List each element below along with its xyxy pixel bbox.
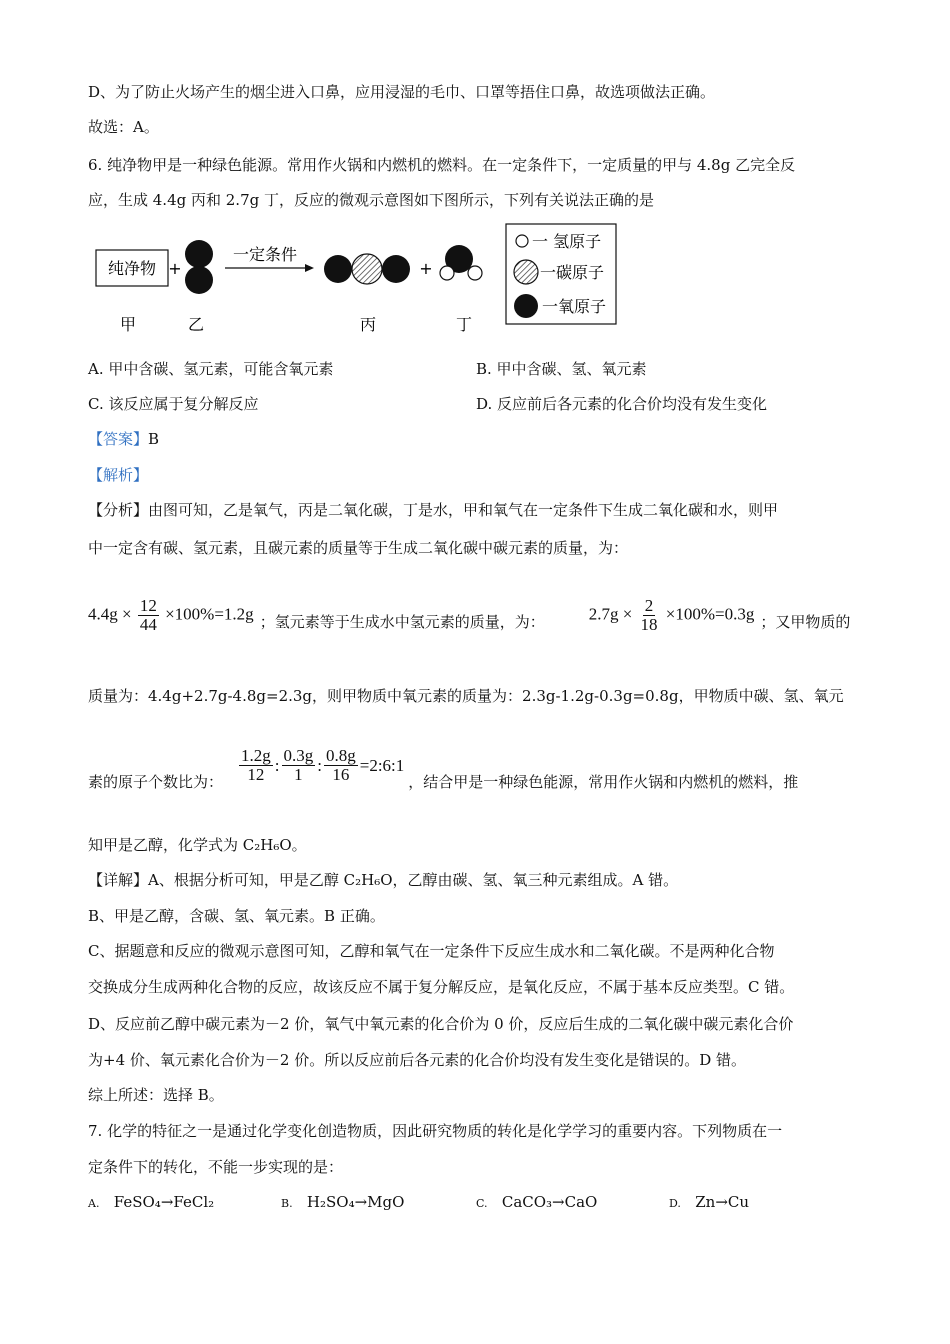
denominator: 44 — [139, 615, 157, 634]
option-6d: D. 反应前后各元素的化合价均没有发生变化 — [476, 395, 768, 413]
detail-summary: 综上所述：选择 B。 — [88, 1086, 224, 1104]
numerator: 12 — [139, 596, 157, 615]
analysis-text: 中一定含有碳、氢元素，且碳元素的质量等于生成二氧化碳中碳元素的质量，为： — [88, 539, 629, 557]
option-6b: B. 甲中含碳、氢、氧元素 — [476, 360, 647, 378]
option-6c: C. 该反应属于复分解反应 — [88, 395, 259, 413]
option-formula: H₂SO₄→MgO — [306, 1193, 405, 1211]
legend-carbon: 一碳原子 — [540, 263, 605, 282]
analysis-text: 由图可知，乙是氧气，丙是二氧化碳，丁是水，甲和氧气在一定条件下生成二氧化碳和水，则甲 — [148, 501, 779, 519]
label-jia: 甲 — [119, 315, 137, 334]
option-letter: A. — [88, 1197, 100, 1210]
detail-text: B、甲是乙醇，含碳、氢、氧元素。B 正确。 — [88, 907, 385, 925]
detail-text: 交换成分生成两种化合物的反应，故该反应不属于复分解反应，是氧化反应，不属于基本反应类型。C 错。 — [88, 978, 795, 996]
detail-text: D、反应前乙醇中碳元素为－2 价，氧气中氧元素的化合价为 0 价，反应后生成的二氧化碳中碳元素化合价 — [88, 1015, 794, 1033]
oxygen-atom — [185, 240, 213, 268]
ratio-separator: : — [274, 755, 280, 775]
text-line: D、为了防止火场产生的烟尘进入口鼻，应用浸湿的毛巾、口罩等捂住口鼻，故选项做法正确。 — [88, 83, 716, 101]
numerator: 0.8g — [325, 746, 356, 765]
plus-sign: + — [168, 259, 182, 278]
question-7-stem-cont: 定条件下的转化，不能一步实现的是： — [88, 1158, 344, 1176]
atom-ratio-line — [88, 746, 799, 791]
option-formula: Zn→Cu — [695, 1193, 750, 1211]
label-ding: 丁 — [455, 315, 473, 334]
detail-text: A、根据分析可知，甲是乙醇 C₂H₆O，乙醇由碳、氢、氧三种元素组成。A 错。 — [148, 871, 679, 889]
option-letter: D. — [669, 1197, 681, 1210]
carbon-atom — [352, 254, 382, 284]
fraction — [282, 747, 316, 784]
analysis-text: 质量为：4.4g+2.7g-4.8g=2.3g，则甲物质中氧元素的质量为：2.3g-1.2g-0.3g=0.8g，甲物质中碳、氢、氧元 — [88, 687, 844, 705]
oxygen-atom — [185, 266, 213, 294]
formula-part: ×100%=1.2g — [165, 604, 254, 624]
denominator: 12 — [247, 765, 265, 784]
analysis-text: ，结合甲是一种绿色能源，常用作火锅和内燃机的燃料，推 — [408, 772, 799, 791]
ratio-result: =2:6:1 — [359, 755, 405, 775]
label-yi: 乙 — [187, 315, 205, 334]
fraction — [639, 597, 660, 634]
denominator: 16 — [332, 765, 350, 784]
label-bing: 丙 — [359, 315, 377, 334]
formula-part: ×100%=0.3g — [665, 604, 755, 624]
hydrogen-atom — [516, 235, 528, 247]
hydrogen-atom — [468, 266, 482, 280]
fraction — [138, 597, 159, 634]
denominator: 18 — [640, 615, 658, 634]
formula-part: 4.4g × — [88, 604, 132, 624]
formula-carbon — [88, 597, 254, 634]
detail-text: 为+4 价、氧元素化合价为－2 价。所以反应前后各元素的化合价均没有发生变化是错误的。D 错。 — [88, 1051, 746, 1069]
arrow-head — [305, 264, 314, 272]
analysis-text: ；又甲物质的 — [760, 612, 851, 631]
analysis-subtag: 【分析】 — [88, 501, 149, 519]
option-7a — [88, 1192, 214, 1214]
detail-paragraph — [88, 870, 678, 890]
formula-part: 2.7g × — [588, 604, 633, 624]
oxygen-atom — [324, 255, 352, 283]
denominator: 1 — [294, 765, 303, 784]
option-7b — [281, 1192, 404, 1214]
option-7c — [476, 1192, 597, 1214]
text-line: 故选：A。 — [88, 118, 159, 136]
fraction — [324, 747, 358, 784]
question-6-stem-cont: 应，生成 4.4g 丙和 2.7g 丁，反应的微观示意图如下图所示，下列有关说法正确的是 — [88, 191, 654, 209]
option-letter: B. — [281, 1197, 293, 1210]
oxygen-atom — [382, 255, 410, 283]
fraction — [239, 747, 273, 784]
legend-hydrogen: 一 氢原子 — [532, 232, 602, 251]
option-6a: A. 甲中含碳、氢元素，可能含氧元素 — [88, 360, 334, 378]
numerator: 1.2g — [241, 746, 271, 765]
pure-substance-label: 纯净物 — [107, 259, 157, 278]
answer-value: B — [148, 430, 160, 448]
analysis-tag: 【解析】 — [88, 466, 149, 484]
detail-text: C、据题意和反应的微观示意图可知，乙醇和氧气在一定条件下反应生成水和二氧化碳。不是两种化合物 — [88, 942, 775, 960]
analysis-paragraph — [88, 500, 778, 520]
carbon-atom — [514, 260, 538, 284]
option-formula: CaCO₃→CaO — [501, 1193, 598, 1211]
question-6-stem: 6. 纯净物甲是一种绿色能源。常用作火锅和内燃机的燃料。在一定条件下，一定质量的甲与 4.8g 乙完全反 — [88, 156, 796, 174]
option-7d — [669, 1192, 749, 1214]
numerator: 0.3g — [283, 746, 314, 765]
hydrogen-atom — [440, 266, 454, 280]
answer-line — [88, 429, 159, 449]
oxygen-atom — [514, 294, 538, 318]
ratio-separator: : — [317, 755, 322, 775]
arrow-label: 一定条件 — [232, 245, 298, 264]
answer-tag: 【答案】 — [88, 430, 149, 448]
plus-sign: + — [419, 259, 433, 278]
formula-hydrogen — [589, 597, 755, 634]
legend-oxygen: 一氧原子 — [542, 297, 607, 316]
analysis-text: ；氢元素等于生成水中氢元素的质量，为： — [259, 612, 545, 631]
reaction-diagram — [90, 222, 630, 340]
option-formula: FeSO₄→FeCl₂ — [113, 1193, 215, 1211]
question-7-stem: 7. 化学的特征之一是通过化学变化创造物质，因此研究物质的转化是化学学习的重要内容。下列物质在一 — [88, 1122, 783, 1140]
ratio-formula — [237, 747, 404, 784]
numerator: 2 — [644, 596, 654, 615]
analysis-text: 知甲是乙醇，化学式为 C₂H₆O。 — [88, 836, 307, 854]
option-letter: C. — [476, 1197, 488, 1210]
analysis-text: 素的原子个数比为： — [88, 772, 224, 791]
carbon-mass-formula-line — [88, 597, 868, 634]
detail-tag: 【详解】 — [88, 871, 149, 889]
